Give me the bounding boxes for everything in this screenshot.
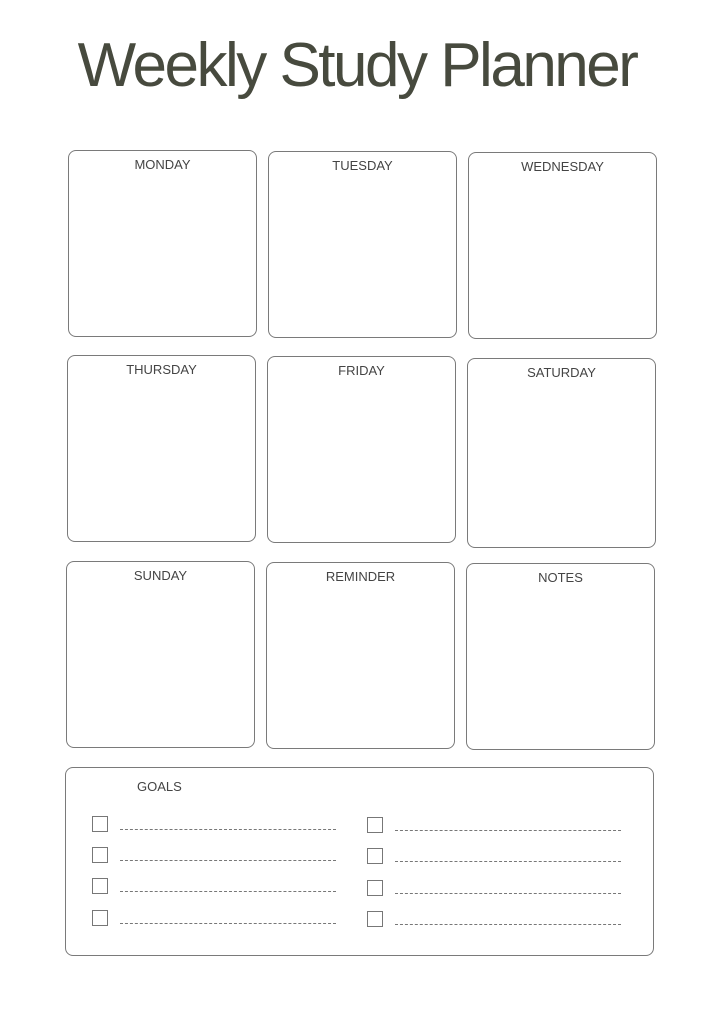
box-label: SATURDAY: [527, 365, 596, 380]
goal-line[interactable]: [120, 860, 336, 861]
page-title: Weekly Study Planner: [77, 31, 637, 100]
goal-checkbox[interactable]: [367, 817, 383, 833]
goal-line[interactable]: [395, 830, 621, 831]
goal-line[interactable]: [395, 893, 621, 894]
day-box-tuesday[interactable]: [268, 151, 457, 338]
box-label: FRIDAY: [338, 363, 385, 378]
goals-box: [65, 767, 654, 956]
goal-line[interactable]: [395, 861, 621, 862]
goal-checkbox[interactable]: [92, 847, 108, 863]
day-box-saturday[interactable]: [467, 358, 656, 548]
box-label: REMINDER: [325, 569, 396, 584]
goal-item: [92, 816, 336, 832]
goal-line[interactable]: [120, 829, 336, 830]
day-box-friday[interactable]: [267, 356, 456, 543]
box-label: MONDAY: [134, 157, 191, 172]
day-box-monday[interactable]: [68, 150, 257, 337]
box-label: SUNDAY: [133, 568, 188, 583]
day-box-wednesday[interactable]: [468, 152, 657, 339]
goal-checkbox[interactable]: [92, 816, 108, 832]
goals-label: GOALS: [137, 779, 182, 794]
goal-item: [92, 878, 336, 894]
goal-line[interactable]: [395, 924, 621, 925]
notes-box[interactable]: [466, 563, 655, 750]
box-label: TUESDAY: [332, 158, 393, 173]
goal-line[interactable]: [120, 923, 336, 924]
goal-checkbox[interactable]: [367, 848, 383, 864]
goal-item: [367, 817, 621, 833]
goal-checkbox[interactable]: [367, 911, 383, 927]
goal-checkbox[interactable]: [92, 910, 108, 926]
goal-item: [367, 880, 621, 896]
goal-checkbox[interactable]: [367, 880, 383, 896]
goal-checkbox[interactable]: [92, 878, 108, 894]
goal-item: [92, 910, 336, 926]
box-label: WEDNESDAY: [521, 159, 604, 174]
goal-item: [367, 848, 621, 864]
goal-item: [367, 911, 621, 927]
box-label: THURSDAY: [126, 362, 197, 377]
goal-item: [92, 847, 336, 863]
day-box-sunday[interactable]: [66, 561, 255, 748]
day-box-thursday[interactable]: [67, 355, 256, 542]
reminder-box[interactable]: [266, 562, 455, 749]
box-label: NOTES: [538, 570, 583, 585]
goal-line[interactable]: [120, 891, 336, 892]
